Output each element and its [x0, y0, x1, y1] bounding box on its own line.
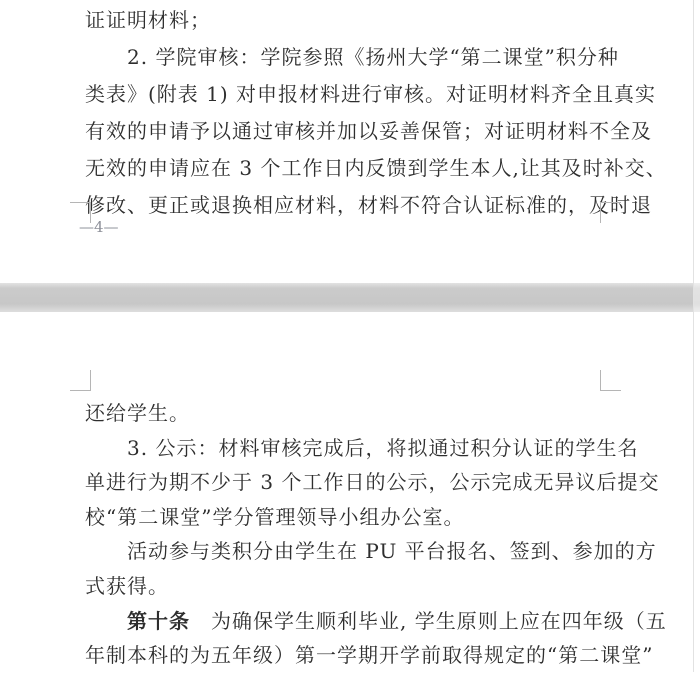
body-line: 无效的申请应在 3 个工作日内反馈到学生本人,让其及时补交、	[85, 156, 667, 180]
text-boundary-mark-top-right	[600, 370, 621, 391]
body-line: 证证明材料；	[85, 8, 211, 32]
article-ten-text: 为确保学生顺利毕业, 学生原则上应在四年级（五	[190, 608, 667, 633]
text-boundary-mark-bottom-right	[600, 202, 621, 223]
page-5-text-block	[85, 396, 667, 673]
body-line: 还给学生。	[85, 401, 190, 425]
body-line: 单进行为期不少于 3 个工作日的公示，公示完成无异议后提交	[85, 470, 660, 495]
text-boundary-mark-bottom-left	[70, 202, 91, 223]
document-page-5[interactable]	[0, 312, 693, 672]
body-line: 2. 学院审核：学院参照《扬州大学“第二课堂”积分种	[127, 45, 619, 69]
article-ten-term: 第十条	[127, 608, 190, 633]
page-4-text-block	[85, 2, 667, 224]
body-line: 活动参与类积分由学生在 PU 平台报名、签到、参加的方	[127, 539, 657, 564]
page-separator-right-fade	[694, 283, 700, 312]
body-line: 有效的申请予以通过审核并加以妥善保管；对证明材料不全及	[85, 119, 652, 143]
body-line: 修改、更正或退换相应材料，材料不符合认证标准的，及时退	[85, 193, 652, 217]
text-boundary-mark-top-left	[70, 370, 91, 391]
document-page-4[interactable]	[0, 0, 693, 283]
body-line: 校“第二课堂”学分管理领导小组办公室。	[85, 504, 465, 529]
page-separator-band	[0, 283, 700, 312]
body-line: 3. 公示：材料审核完成后，将拟通过积分认证的学生名	[127, 435, 639, 460]
article-ten-line	[85, 604, 667, 639]
page-number-footer: —4—	[79, 218, 119, 236]
body-line: 类表》(附表 1) 对申报材料进行审核。对证明材料齐全且真实	[85, 82, 657, 106]
body-line: 式获得。	[85, 573, 169, 598]
page-right-edge-line	[693, 0, 694, 672]
body-line: 年制本科的为五年级）第一学期开学前取得规定的“第二课堂”	[85, 643, 654, 668]
